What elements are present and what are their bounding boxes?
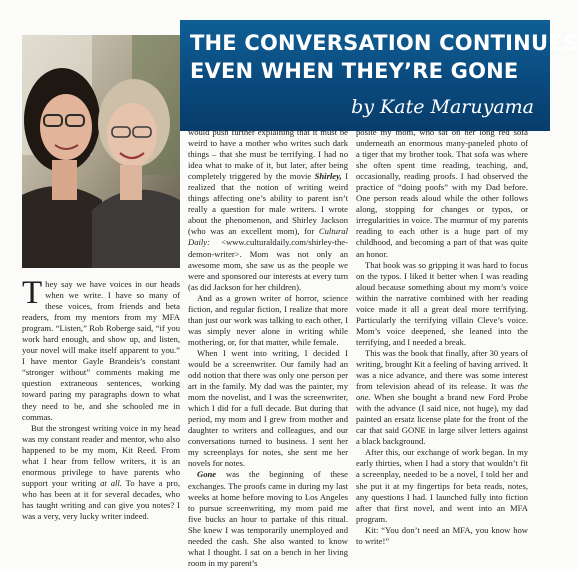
article-header	[180, 20, 578, 131]
emphasis: at all.	[100, 477, 122, 488]
paragraph	[356, 348, 528, 447]
article-title-line-2: EVEN WHEN THEY’RE GONE	[190, 59, 519, 83]
paragraph-text: was the beginning of these exchanges. The proofs came in during my last weeks at home before moving to Los Angeles to pursue screenwriting, my mom paid me five bucks an hour to partake of this ritual. She knew I was temporarily unemployed and needed the cash. She also wanted to know what I thought. I sat on a bench in her living room in my parent’s	[188, 469, 348, 568]
paragraph	[22, 275, 180, 423]
paragraph-text: And as a grown writer of horror, science fiction, and regular fiction, I realize that more than just our work was talking to each other, I was simply never alone in writing while mothering, or, for that matter, while female.	[188, 292, 348, 347]
paragraph-text: After this, our exchange of work began. In my early thirties, when I had a story that wouldn’t fit a screenplay, needed to be a novel, I told her and she put it at my fingertips for beta reads, notes, any questions I had. I launched fully into fiction after that first novel, and went into an MFA program.	[356, 447, 528, 524]
paragraph-text: This was the book that finally, after 30 years of writing, brought Kit a feeling of having arrived. It was a nice advance, and there was some interest from television ahead of its release. It was	[356, 347, 528, 392]
paragraph-text: But the strongest writing voice in my head was my constant reader and mentor, who also happened to be my mom, Kit Reed. From what I hear from fellow writers, it is an enormous privilege to have parents who support your writing	[22, 422, 180, 488]
body-column-2	[188, 127, 348, 568]
paragraph	[188, 469, 348, 568]
body-column-1	[22, 275, 180, 521]
paragraph-text: That book was so gripping it was hard to focus on the typos. I liked it better when I was reading aloud because something about my mom’s voice within the narrative combined with her reading voice made it all a great deal more terrifying. Particularly the terrifying villain Cleve’s voice. Mom’s voice deepened, she leaned into the terrifying, and I needed a break.	[356, 259, 528, 347]
paragraph	[356, 525, 528, 547]
paragraph-text: posite my mom, who sat on her long red sofa underneath an enormous many-paneled photo of a tiger that my brother took. That sofa was where she often spent time reading, teaching, and, occasionally, reading proofs. I had observed the practice of “doing poofs” with my Dad before. One person reads aloud while the other follows along, stopping for changes or typos, or irregularities in voice. The murmur of my parents reading to each other is a huge part of my childhood, and becoming a part of that was quite an honor.	[356, 127, 528, 259]
author-photo	[22, 35, 180, 268]
paragraph	[22, 423, 180, 522]
body-column-3	[356, 127, 528, 546]
paragraph	[188, 127, 348, 293]
paragraph	[188, 348, 348, 470]
paragraph	[356, 260, 528, 348]
article-byline: by Kate Maruyama	[351, 96, 534, 118]
paragraph-text: I realized that the notion of writing weird things affecting one’s ability to parent isn’t really a question for male writers. I wrote about the phenomenon, and Shirley Jackson (who was an excellent mom), for	[188, 171, 348, 237]
book-title: Gone	[197, 469, 217, 480]
paragraph-text: would push further explaining that it must be weird to have a mother who writes such dark things – that she must be terrifying. I had no idea what to make of it, but later, after being completely triggered by the movie	[188, 127, 348, 182]
film-title: Shirley,	[314, 171, 342, 182]
paragraph-text: To have a pro, who has been at it for several decades, who has taught writing and can give you notes? I was a very, very lucky writer indeed.	[22, 477, 180, 521]
article-title-line-1: THE CONVERSATION CONTINUES	[190, 31, 578, 55]
paragraph-text: <www.culturaldaily.com/shirley-the-demon-writer>. Mom was not only an awesome mom, she saw us as the people we were and sponsored our interests at every turn (as did Jackson for her children).	[188, 237, 348, 292]
paragraph-text: When she bought a brand new Ford Probe with the advance (I said nice, not huge), my dad painted an ersatz license plate for the front of the car that said GONE in large silver letters against a black background.	[356, 392, 528, 447]
publication-title: Cultural Daily:	[188, 226, 348, 248]
paragraph-text: When I went into writing, I decided I would be a screenwriter. Our family had an odd notion that there was only one person per art in the family. My dad was the painter, my mom the novelist, and I was the screenwriter, which I did for a full decade. But during that period, my mom and I grew from mother and daughter to writers and colleagues, and our conversations turned to business. I sent her my screenplays for notes, she sent me her novels for notes.	[188, 347, 348, 469]
drop-cap: T	[22, 275, 43, 311]
emphasis: the one.	[356, 381, 528, 403]
paragraph-text: hey say we have voices in our heads when we write. I have so many of these voices, from friends and beta readers, from my mentors from my MFA program. “Listen,” Rob Roberge said, “if you work hard enough, and show up, and listen, your novel will make itself apparent to you.” I have mentor Gayle Brandeis’s constant “stronger without” comments making me question extraneous sentences, working toward paring my paragraphs down to what they need to be, and she schooled me in commas.	[22, 279, 180, 422]
paragraph	[356, 127, 528, 260]
photo-illustration	[22, 35, 180, 268]
paragraph-text: Kit: “You don’t need an MFA, you know how to write!”	[356, 524, 528, 546]
paragraph	[188, 293, 348, 348]
paragraph	[356, 447, 528, 524]
